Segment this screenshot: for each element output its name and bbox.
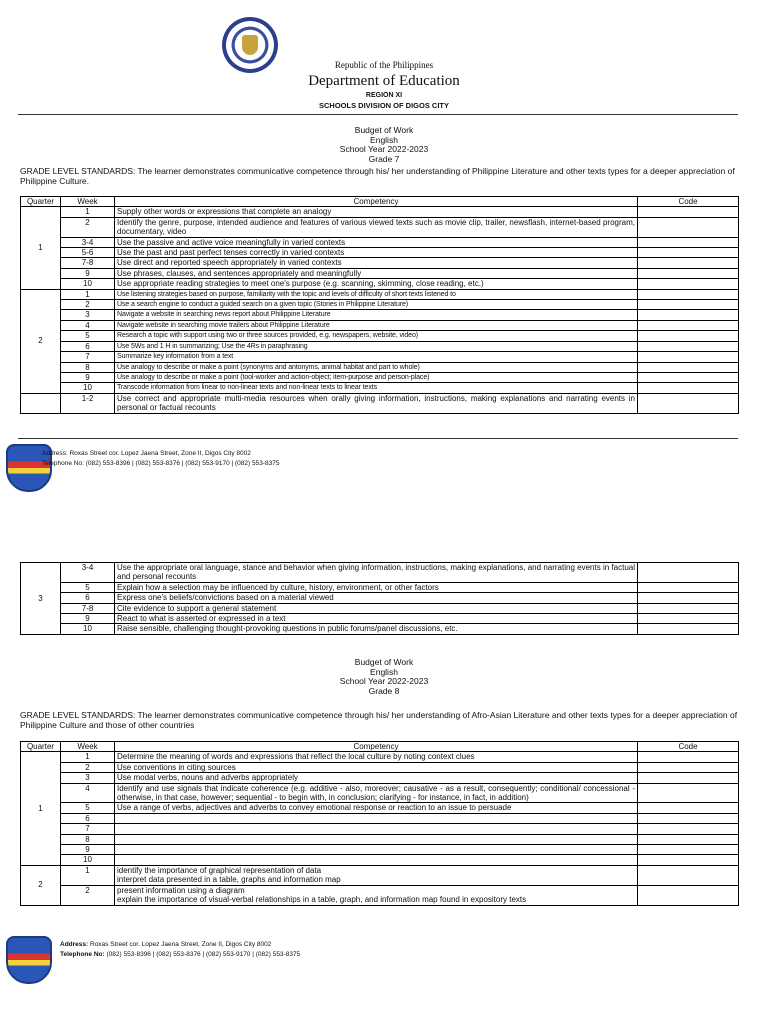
competency-cell	[115, 824, 638, 834]
grade8-standards: GRADE LEVEL STANDARDS: The learner demonstrates communicative competence through his/ her understanding of Afro-Asian Literature and other texts types for a deeper appreciation of Philippine Culture and those of other countries	[20, 710, 738, 730]
week-cell: 2	[61, 217, 115, 237]
week-cell: 9	[61, 845, 115, 855]
title-line: English	[370, 666, 398, 677]
competency-cell: Express one's beliefs/convictions based on a material viewed	[115, 593, 638, 603]
competency-cell	[115, 885, 638, 905]
week-cell: 8	[61, 362, 115, 372]
col-quarter: Quarter	[21, 742, 61, 752]
table-row	[21, 393, 739, 413]
table-header-row	[21, 742, 739, 752]
competency-cell: Identify the genre, purpose, intended audience and features of various viewed texts such as movie clip, trailer, newsflash, internet-based program, documentary, video	[115, 217, 638, 237]
col-quarter: Quarter	[21, 197, 61, 207]
address-value: Roxas Street cor. Lopez Jaena Street, Zone II, Digos City 8002	[69, 450, 251, 457]
table-row	[21, 834, 739, 844]
address-line	[42, 449, 279, 459]
division-logo	[6, 936, 52, 984]
competency-cell	[115, 845, 638, 855]
col-week: Week	[61, 742, 115, 752]
code-cell	[638, 310, 739, 320]
department-title: Department of Education	[308, 73, 460, 89]
code-cell	[638, 593, 739, 603]
week-cell: 5	[61, 331, 115, 341]
week-cell: 6	[61, 593, 115, 603]
telephone-value: (082) 553-8396 | (082) 553-8376 | (082) 553-9170 | (082) 553-8375	[106, 951, 301, 958]
address-label: Address:	[60, 941, 89, 948]
week-cell: 8	[61, 834, 115, 844]
table-row	[21, 341, 739, 351]
telephone-value: (082) 553-8396 | (082) 553-8376 | (082) 553-9170 | (082) 553-8375	[85, 460, 280, 467]
table-row	[21, 331, 739, 341]
col-competency: Competency	[115, 197, 638, 207]
competency-cell: Use analogy to describe or make a point (tool-worker and action-object; item-purpose and person-place)	[115, 372, 638, 382]
competency-cell: Use listening strategies based on purpose, familiarity with the topic and levels of difficulty of short texts listened to	[115, 289, 638, 299]
competency-cell	[115, 855, 638, 865]
code-cell	[638, 762, 739, 772]
code-cell	[638, 268, 739, 278]
code-cell	[638, 773, 739, 783]
code-cell	[638, 834, 739, 844]
quarter-cell: 2	[21, 865, 61, 905]
week-cell: 1	[61, 207, 115, 217]
code-cell	[638, 300, 739, 310]
republic-line: Republic of the Philippines	[334, 60, 434, 70]
col-competency: Competency	[115, 742, 638, 752]
code-cell	[638, 865, 739, 885]
week-cell: 9	[61, 372, 115, 382]
table-row	[21, 762, 739, 772]
table-row	[21, 248, 739, 258]
col-code: Code	[638, 197, 739, 207]
quarter-cell: 2	[21, 289, 61, 393]
code-cell	[638, 320, 739, 330]
title-line: Grade 7	[368, 153, 400, 164]
competency-line: identify the importance of graphical representation of data	[117, 865, 322, 875]
competency-cell: Summarize key information from a text	[115, 352, 638, 362]
week-cell: 1	[61, 752, 115, 762]
competency-cell: Use 5Ws and 1 H in summarizing; Use the 4Rs in paraphrasing	[115, 341, 638, 351]
week-cell: 4	[61, 320, 115, 330]
title-line: School Year 2022-2023	[339, 144, 429, 155]
table-row	[21, 320, 739, 330]
title-line: School Year 2022-2023	[339, 676, 429, 687]
table-row	[21, 855, 739, 865]
competency-cell: React to what is asserted or expressed in a text	[115, 614, 638, 624]
code-cell	[638, 752, 739, 762]
table-row	[21, 752, 739, 762]
code-cell	[638, 803, 739, 813]
table-row	[21, 300, 739, 310]
table-row	[21, 362, 739, 372]
footer-address	[42, 449, 279, 469]
code-cell	[638, 352, 739, 362]
week-cell: 10	[61, 624, 115, 634]
competency-cell: Use direct and reported speech appropriately in varied contexts	[115, 258, 638, 268]
code-cell	[638, 393, 739, 413]
competency-cell	[115, 813, 638, 823]
competency-cell: Use correct and appropriate multi-media resources when orally giving information, instructions, making explanations and narrating events in personal or factual recounts	[115, 393, 638, 413]
table-row	[21, 865, 739, 885]
competency-cell: Use the passive and active voice meaningfully in varied contexts	[115, 237, 638, 247]
week-cell: 7	[61, 352, 115, 362]
table-row	[21, 885, 739, 905]
week-cell: 7-8	[61, 258, 115, 268]
footer-rule	[18, 438, 738, 439]
table-row	[21, 813, 739, 823]
week-cell: 1	[61, 289, 115, 299]
week-cell: 6	[61, 341, 115, 351]
week-cell: 10	[61, 383, 115, 393]
col-week: Week	[61, 197, 115, 207]
address-line	[60, 940, 300, 950]
week-cell: 5	[61, 582, 115, 592]
competency-cell: Research a topic with support using two or three sources provided, e.g. newspapers, website, video)	[115, 331, 638, 341]
table-row	[21, 383, 739, 393]
col-code: Code	[638, 742, 739, 752]
table-row	[21, 783, 739, 803]
competency-cell: Navigate website in searching movie trailers about Philippine Literature	[115, 320, 638, 330]
title-line: Budget of Work	[354, 125, 414, 135]
code-cell	[638, 563, 739, 583]
table-row	[21, 803, 739, 813]
competency-cell: Identify and use signals that indicate coherence (e.g. additive - also, moreover; causative - as a result, consequently; conditional/ concessional - otherwise, in that case, however; sequential - to begin with, in conclusion; clarifying - for instance, in fact, in addition)	[115, 783, 638, 803]
week-cell: 5-6	[61, 248, 115, 258]
competency-cell: Use the past and past perfect tenses correctly in varied contexts	[115, 248, 638, 258]
competency-cell: Use appropriate reading strategies to meet one's purpose (e.g. scanning, skimming, close reading, etc.)	[115, 279, 638, 289]
grade8-title	[0, 658, 768, 696]
table-row	[21, 207, 739, 217]
address-label: Address:	[42, 450, 68, 457]
grade7-table-continued	[20, 562, 739, 635]
table-header-row	[21, 197, 739, 207]
grade7-standards: GRADE LEVEL STANDARDS: The learner demonstrates communicative competence through his/ her understanding of Philippine Literature and other texts types for a deeper appreciation of Philippine Culture.	[20, 166, 735, 186]
table-row	[21, 603, 739, 613]
code-cell	[638, 885, 739, 905]
table-row	[21, 624, 739, 634]
grade8-table	[20, 741, 739, 906]
competency-line: present information using a diagram	[117, 885, 245, 895]
competency-line: interpret data presented in a table, graphs and information map	[117, 875, 341, 885]
code-cell	[638, 248, 739, 258]
week-cell: 1	[61, 865, 115, 885]
grade7-title	[0, 126, 768, 164]
week-cell: 3-4	[61, 563, 115, 583]
telephone-line	[42, 459, 279, 469]
code-cell	[638, 258, 739, 268]
code-cell	[638, 783, 739, 803]
competency-cell: Cite evidence to support a general statement	[115, 603, 638, 613]
week-cell: 2	[61, 300, 115, 310]
week-cell: 10	[61, 279, 115, 289]
header-rule	[18, 114, 738, 115]
week-cell: 9	[61, 268, 115, 278]
code-cell	[638, 582, 739, 592]
competency-cell: Use modal verbs, nouns and adverbs appropriately	[115, 773, 638, 783]
competency-cell: Use the appropriate oral language, stance and behavior when giving information, instructions, making explanations, and narrating events in factual and personal recounts	[115, 563, 638, 583]
code-cell	[638, 824, 739, 834]
table-row	[21, 582, 739, 592]
code-cell	[638, 603, 739, 613]
table-row	[21, 258, 739, 268]
region-line: REGION XI	[365, 92, 403, 99]
title-line: Budget of Work	[354, 657, 414, 667]
week-cell: 3	[61, 773, 115, 783]
table-row	[21, 352, 739, 362]
grade7-table	[20, 196, 739, 414]
competency-cell: Use a search engine to conduct a guided search on a given topic (Stories in Philippine Literature)	[115, 300, 638, 310]
table-row	[21, 563, 739, 583]
footer-address	[60, 940, 300, 960]
competency-cell: Supply other words or expressions that complete an analogy	[115, 207, 638, 217]
week-cell: 3-4	[61, 237, 115, 247]
quarter-cell: 1	[21, 207, 61, 289]
week-cell: 1-2	[61, 393, 115, 413]
week-cell: 2	[61, 885, 115, 905]
telephone-label: Telephone No:	[42, 460, 84, 467]
week-cell: 10	[61, 855, 115, 865]
code-cell	[638, 624, 739, 634]
table-row	[21, 310, 739, 320]
competency-cell: Determine the meaning of words and expressions that reflect the local culture by noting context clues	[115, 752, 638, 762]
week-cell: 7	[61, 824, 115, 834]
table-row	[21, 773, 739, 783]
quarter-cell: 3	[21, 563, 61, 635]
competency-cell: Raise sensible, challenging thought-provoking questions in public forums/panel discussions, etc.	[115, 624, 638, 634]
code-cell	[638, 237, 739, 247]
week-cell: 2	[61, 762, 115, 772]
table-row	[21, 614, 739, 624]
code-cell	[638, 217, 739, 237]
quarter-cell	[21, 393, 61, 413]
code-cell	[638, 362, 739, 372]
week-cell: 6	[61, 813, 115, 823]
code-cell	[638, 372, 739, 382]
week-cell: 5	[61, 803, 115, 813]
code-cell	[638, 614, 739, 624]
code-cell	[638, 813, 739, 823]
competency-cell: Use conventions in citing sources	[115, 762, 638, 772]
competency-cell: Use analogy to describe or make a point (synonyms and antonyms, animal habitat and part to whole)	[115, 362, 638, 372]
table-row	[21, 268, 739, 278]
code-cell	[638, 383, 739, 393]
title-line: English	[370, 134, 398, 145]
competency-cell: Navigate a website in searching news report about Philippine Literature	[115, 310, 638, 320]
competency-cell: Use phrases, clauses, and sentences appropriately and meaningfully	[115, 268, 638, 278]
code-cell	[638, 279, 739, 289]
table-row	[21, 845, 739, 855]
code-cell	[638, 331, 739, 341]
code-cell	[638, 289, 739, 299]
week-cell: 9	[61, 614, 115, 624]
quarter-cell: 1	[21, 752, 61, 865]
week-cell: 4	[61, 783, 115, 803]
competency-cell: Explain how a selection may be influenced by culture, history, environment, or other factors	[115, 582, 638, 592]
telephone-line	[60, 950, 300, 960]
competency-cell: Use a range of verbs, adjectives and adverbs to convey emotional response or reaction to an issue to persuade	[115, 803, 638, 813]
table-row	[21, 824, 739, 834]
code-cell	[638, 341, 739, 351]
competency-cell: Transcode information from linear to non-linear texts and non-linear texts to linear texts	[115, 383, 638, 393]
table-row	[21, 289, 739, 299]
table-row	[21, 237, 739, 247]
week-cell: 3	[61, 310, 115, 320]
table-row	[21, 372, 739, 382]
competency-cell	[115, 834, 638, 844]
code-cell	[638, 855, 739, 865]
table-row	[21, 593, 739, 603]
code-cell	[638, 845, 739, 855]
competency-line: explain the importance of visual-verbal relationships in a table, graph, and information map found in expository texts	[117, 895, 527, 905]
address-value: Roxas Street cor. Lopez Jaena Street, Zone II, Digos City 8002	[90, 941, 272, 948]
title-line: Grade 8	[368, 685, 400, 696]
division-line: SCHOOLS DIVISION OF DIGOS CITY	[318, 101, 449, 110]
table-row	[21, 279, 739, 289]
telephone-label: Telephone No:	[60, 951, 105, 958]
competency-cell	[115, 865, 638, 885]
table-row	[21, 217, 739, 237]
code-cell	[638, 207, 739, 217]
week-cell: 7-8	[61, 603, 115, 613]
